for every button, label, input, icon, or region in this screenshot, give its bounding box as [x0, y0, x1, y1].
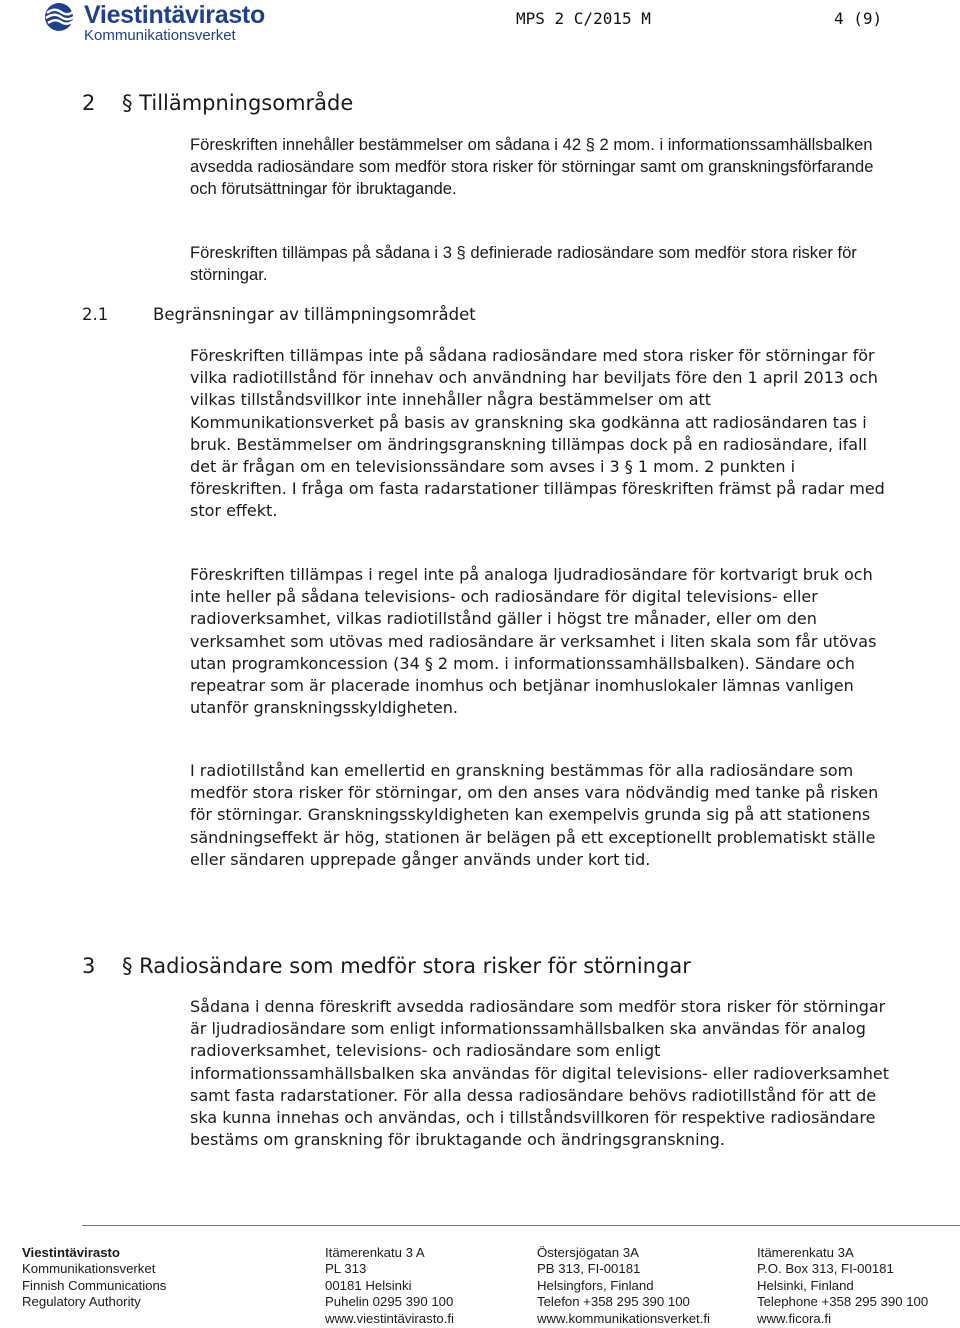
section-3-paragraph-1: Sådana i denna föreskrift avsedda radiosändare som medför stora risker för störningar är ljudradiosändare som enligt informationssamhällsbalken ska användas för analog radioverksamhet, televisions- och radiosändare som enligt informationssamhällsbalken ska användas för digital televisions- eller radioverksamhet samt fasta radarstationer. För alla dessa radiosändare behövs radiotillstånd för att de ska kunna innehas och användas, och i tillståndsvillkoren för respektive radiosändare bestäms om granskning för ibruktagande och ändringsgranskning.	[190, 997, 889, 1150]
section-2-title: § Tillämpningsområde	[122, 91, 354, 115]
footer-city-sv: Helsingfors, Finland	[537, 1277, 654, 1293]
footer-web-link-sv[interactable]: www.kommunikationsverket.fi	[537, 1310, 710, 1326]
section-2-1-paragraph-2: Föreskriften tillämpas i regel inte på analoga ljudradiosändare för kortvarigt bruk och inte heller på sådana televisions- och radiosändare för digital televisions- eller radioverksamhet, vilkas radiotillstånd gäller i högst tre månader, eller om den verksamhet som utövas med radiosändare är verksamhet i liten skala som får utövas utan programkoncession (34 § 2 mom. i informationssamhällsbalken). Sändare och repeatrar som är placerade inomhus och betjänar inomhuslokaler lämnas vanligen utanför granskningsskyldigheten.	[190, 565, 877, 718]
footer-address-sv	[537, 1245, 710, 1327]
footer-street-en: Itämerenkatu 3A	[757, 1245, 854, 1260]
footer-po-box-sv: PB 313, FI-00181	[537, 1261, 641, 1277]
page-number: 4 (9)	[834, 9, 883, 28]
section-2-number: 2	[82, 91, 96, 115]
footer-city-fi: 00181 Helsinki	[325, 1277, 412, 1293]
logo-name: Viestintävirasto	[84, 1, 265, 29]
footer-city-en: Helsinki, Finland	[757, 1277, 854, 1293]
footer-agency-names	[22, 1245, 166, 1311]
agency-logo	[44, 0, 304, 46]
footer-phone-en: Telephone +358 295 390 100	[757, 1294, 929, 1310]
footer-phone-fi: Puhelin 0295 390 100	[325, 1294, 454, 1310]
footer-web-link-en[interactable]: www.ficora.fi	[757, 1310, 832, 1326]
footer-agency-name-sv: Kommunikationsverket	[22, 1261, 156, 1277]
section-2-1-paragraph-1: Föreskriften tillämpas inte på sådana radiosändare med stora risker för störningar för vilka radiotillstånd för innehav och användning har beviljats före den 1 april 2013 och vilkas tillståndsvillkor inte innehåller några bestämmelser om att Kommunikationsverket på basis av granskning ska godkänna att radiosändaren tas i bruk. Bestämmelser om ändringsgranskning tillämpas dock på en radiosändare, ifall det är frågan om en televisionssändare som avses i 3 § 1 mom. 2 punkten i föreskriften. I fråga om fasta radarstationer tillämpas föreskriften främst på radar med stor effekt.	[190, 346, 885, 521]
footer-agency-name-en-2: Regulatory Authority	[22, 1294, 141, 1310]
footer-web-link-fi[interactable]: www.viestintävirasto.fi	[325, 1310, 454, 1326]
section-2-paragraph-1: Föreskriften innehåller bestämmelser om sådana i 42 § 2 mom. i informationssamhällsbalken avsedda radiosändare som medför stora risker för störningar samt om granskningsförfarande och förutsättningar för ibruktagande.	[190, 135, 874, 199]
logo-subtitle: Kommunikationsverket	[84, 27, 236, 44]
section-3-number: 3	[82, 954, 96, 978]
section-3-title: § Radiosändare som medför stora risker för störningar	[122, 954, 691, 978]
footer-street-fi: Itämerenkatu 3 A	[325, 1245, 425, 1260]
footer-address-en	[757, 1245, 928, 1327]
footer-agency-name: Viestintävirasto	[22, 1245, 120, 1260]
section-2-1-title: Begränsningar av tillämpningsområdet	[153, 305, 476, 324]
section-2-1-number: 2.1	[82, 305, 109, 324]
document-reference: MPS 2 C/2015 M	[516, 9, 651, 28]
footer-street-sv: Östersjögatan 3A	[537, 1245, 639, 1260]
footer-address-fi	[325, 1245, 454, 1327]
footer-po-box-en: P.O. Box 313, FI-00181	[757, 1261, 894, 1277]
footer-phone-sv: Telefon +358 295 390 100	[537, 1294, 690, 1310]
footer-po-box-fi: PL 313	[325, 1261, 367, 1277]
footer-divider	[82, 1225, 960, 1226]
footer-agency-name-en-1: Finnish Communications	[22, 1277, 167, 1293]
wave-globe-icon	[44, 2, 76, 32]
section-2-1-paragraph-3: I radiotillstånd kan emellertid en granskning bestämmas för alla radiosändare som medför stora risker för störningar, om den anses vara nödvändig med tanke på risken för störningar. Granskningsskyldigheten kan exempelvis grunda sig på att stationens sändningseffekt är hög, stationen är belägen på ett exceptionellt problematiskt ställe eller sändaren upprepade gånger används under kort tid.	[190, 761, 879, 869]
section-2-paragraph-2: Föreskriften tillämpas på sådana i 3 § definierade radiosändare som medför stora risker för störningar.	[190, 243, 857, 285]
